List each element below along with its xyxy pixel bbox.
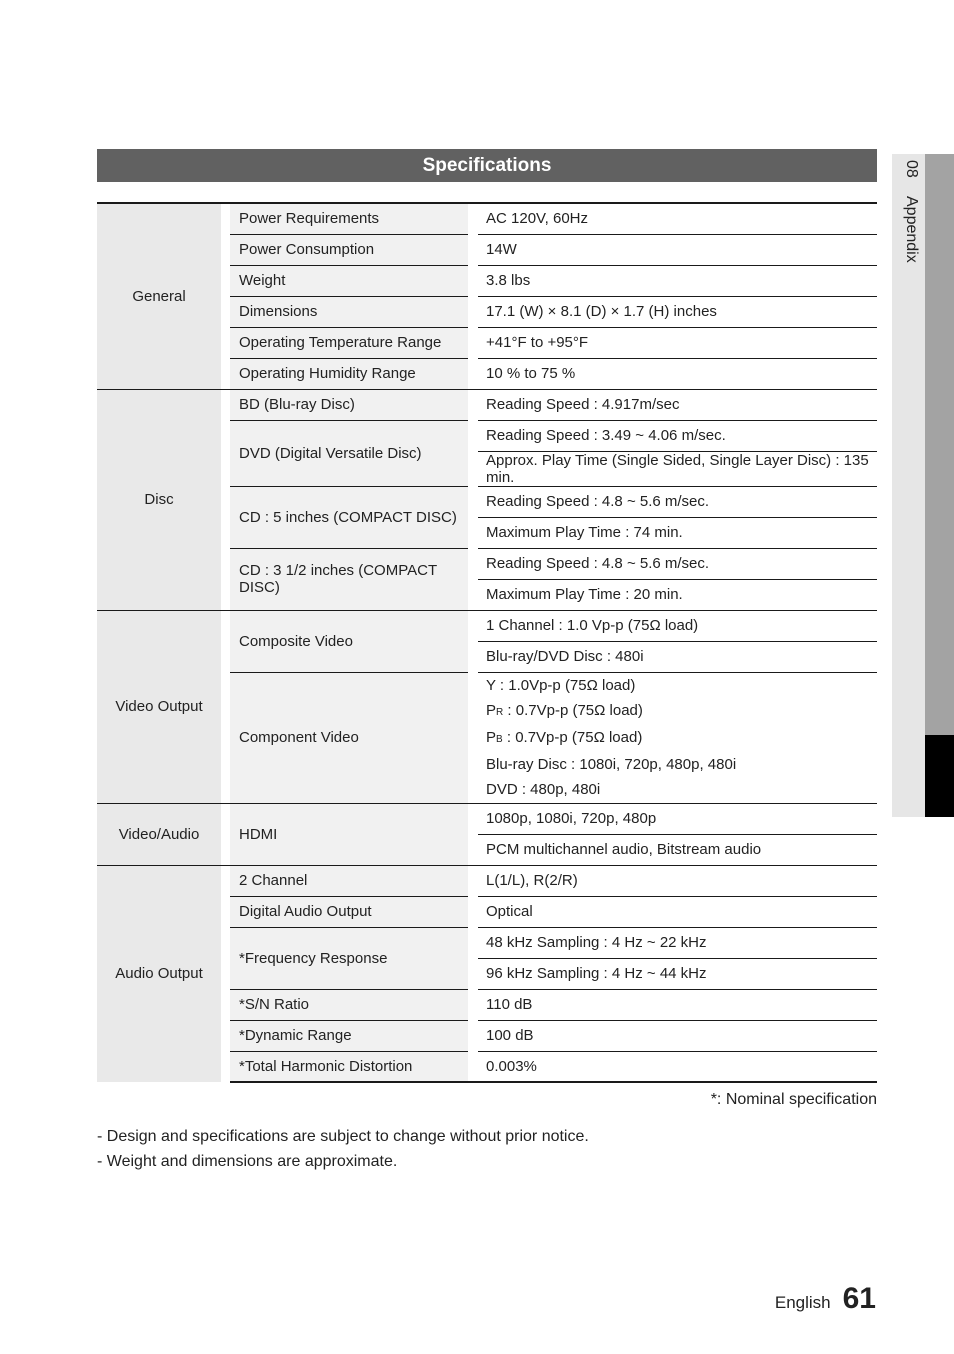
nominal-spec-note: *: Nominal specification [710,1091,877,1108]
spec-item: CD : 5 inches (COMPACT DISC) [230,486,468,548]
page-title: Specifications [97,149,877,182]
spec-value: Maximum Play Time : 74 min. [478,517,877,548]
category-video-audio: Video/Audio [97,803,221,865]
spec-value: Maximum Play Time : 20 min. [478,579,877,610]
spec-item: Composite Video [230,610,468,672]
spec-item: Operating Humidity Range [230,358,468,389]
spec-item: Dimensions [230,296,468,327]
chapter-name: Appendix [903,196,920,263]
side-tab-marker [925,735,954,817]
spec-value: Reading Speed : 3.49 ~ 4.06 m/sec. [478,420,877,451]
spec-value: Blu-ray/DVD Disc : 480i [478,641,877,672]
spec-item: *Total Harmonic Distortion [230,1051,468,1082]
spec-value: Blu-ray Disc : 1080i, 720p, 480p, 480i [486,756,737,773]
spec-item: 2 Channel [230,865,468,896]
spec-value: Optical [478,896,877,927]
spec-value: 100 dB [478,1020,877,1051]
spec-value: +41°F to +95°F [478,327,877,358]
spec-value: 0.003% [478,1051,877,1082]
spec-item: Digital Audio Output [230,896,468,927]
spec-value: 1 Channel : 1.0 Vp-p (75Ω load) [478,610,877,641]
category-general: General [97,203,221,389]
spec-item: Component Video [230,672,468,803]
spec-value: 1080p, 1080i, 720p, 480p [478,803,877,834]
spec-item: *S/N Ratio [230,989,468,1020]
spec-item: Power Requirements [230,203,468,234]
spec-value: Reading Speed : 4.8 ~ 5.6 m/sec. [478,486,877,517]
spec-value: AC 120V, 60Hz [478,203,877,234]
spec-item: Weight [230,265,468,296]
note-item: - Design and specifications are subject to change without prior notice. [97,1128,589,1145]
chapter-label [896,160,920,360]
component-video-values [478,672,877,803]
spec-value: Y : 1.0Vp-p (75Ω load) [486,677,636,694]
spec-value: Reading Speed : 4.8 ~ 5.6 m/sec. [478,548,877,579]
spec-item: DVD (Digital Versatile Disc) [230,420,468,486]
spec-item: *Frequency Response [230,927,468,989]
chapter-number: 08 [903,160,920,178]
spec-item: BD (Blu-ray Disc) [230,389,468,420]
table-row [97,865,877,896]
specifications-table [97,202,877,1083]
table-row [97,610,877,641]
spec-value: 110 dB [478,989,877,1020]
spec-value: PB : 0.7Vp-p (75Ω load) [486,729,643,746]
spec-value: 3.8 lbs [478,265,877,296]
spec-item: Operating Temperature Range [230,327,468,358]
spec-value: PCM multichannel audio, Bitstream audio [478,834,877,865]
category-video-output: Video Output [97,610,221,803]
spec-value: DVD : 480p, 480i [486,781,601,798]
spec-item: Power Consumption [230,234,468,265]
spec-value: 17.1 (W) × 8.1 (D) × 1.7 (H) inches [478,296,877,327]
page-number: 61 [842,1282,876,1315]
spec-value: 96 kHz Sampling : 4 Hz ~ 44 kHz [478,958,877,989]
side-tab-bar [925,154,954,735]
spec-value: 14W [478,234,877,265]
table-row [97,203,877,234]
spec-value: PR : 0.7Vp-p (75Ω load) [486,702,643,719]
table-row [97,803,877,834]
spec-item: *Dynamic Range [230,1020,468,1051]
category-audio-output: Audio Output [97,865,221,1082]
spec-value: 10 % to 75 % [478,358,877,389]
table-row [97,389,877,420]
category-disc: Disc [97,389,221,610]
footer-language: English [774,1293,831,1312]
spec-value: Approx. Play Time (Single Sided, Single Layer Disc) : 135 min. [478,451,877,486]
spec-item: HDMI [230,803,468,865]
spec-value: Reading Speed : 4.917m/sec [478,389,877,420]
note-item: - Weight and dimensions are approximate. [97,1153,398,1170]
spec-value: 48 kHz Sampling : 4 Hz ~ 22 kHz [478,927,877,958]
page-footer [775,1282,876,1316]
spec-value: L(1/L), R(2/R) [478,865,877,896]
notes-list [97,1126,589,1176]
spec-item: CD : 3 1/2 inches (COMPACT DISC) [230,548,468,610]
